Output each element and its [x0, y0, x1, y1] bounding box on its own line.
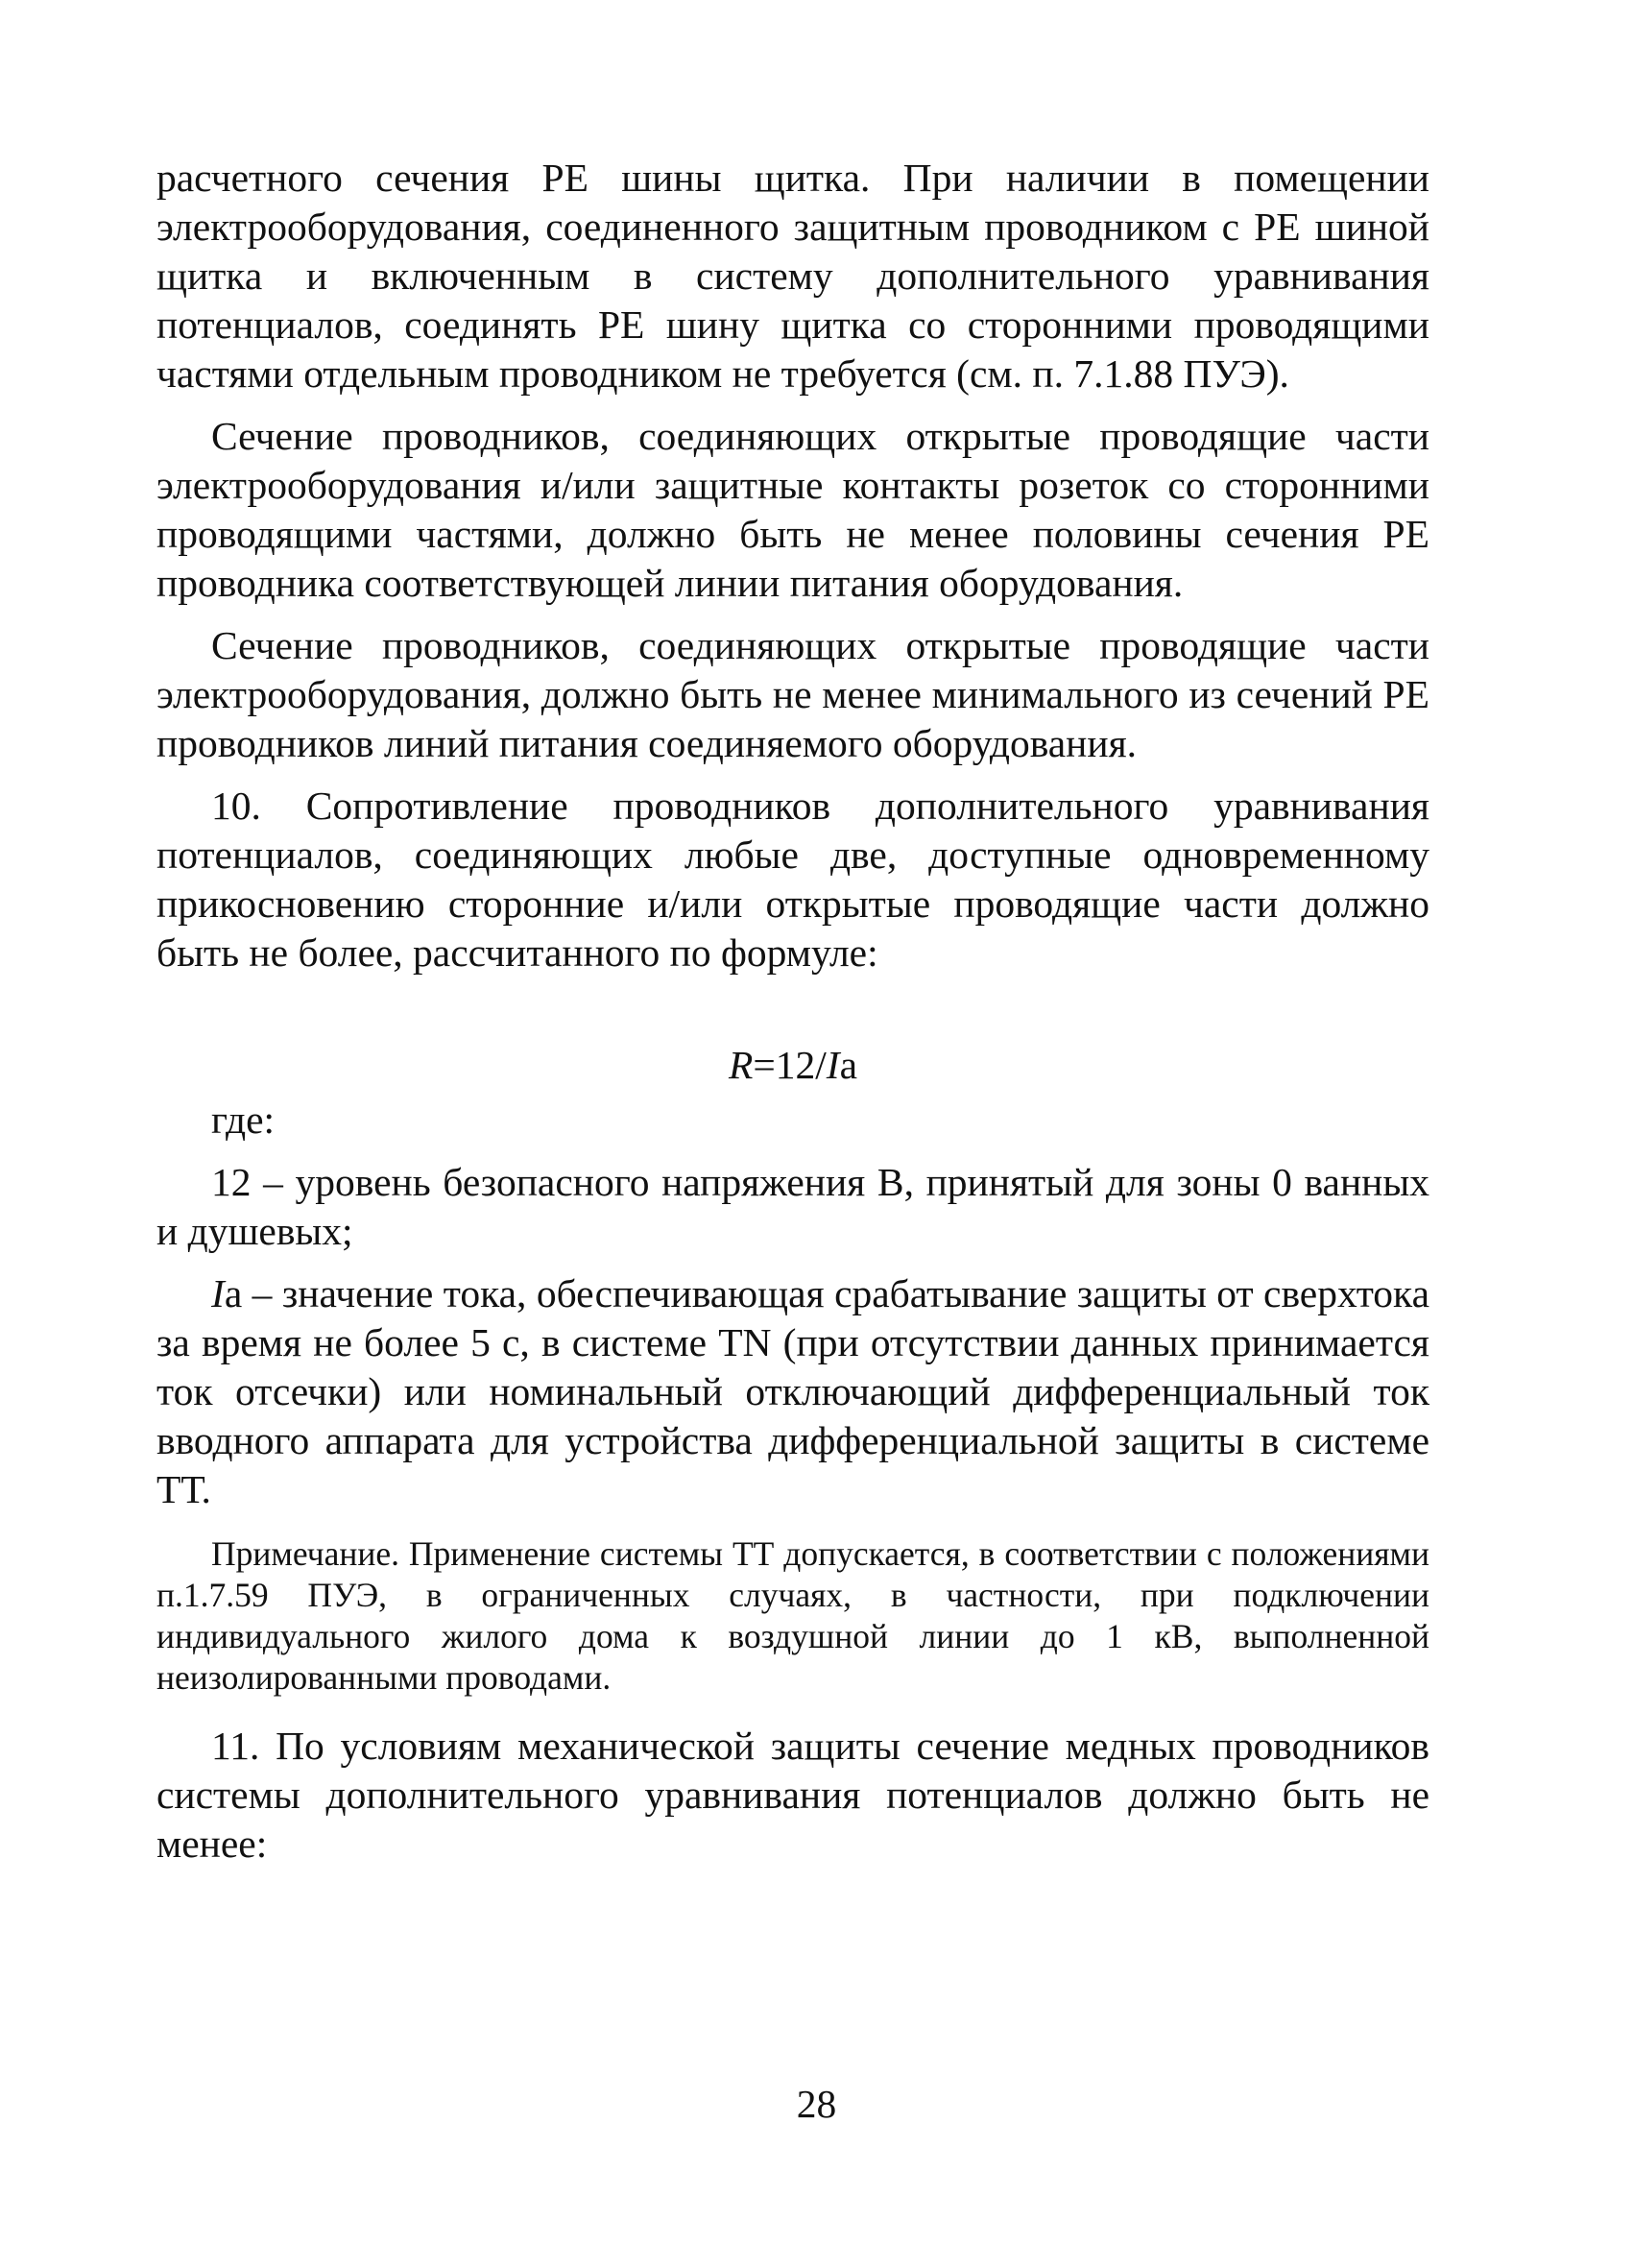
page-number: 28: [796, 2082, 837, 2126]
definition-ia-text: а – значение тока, обеспечивающая срабатывание защиты от сверхтока за время не более 5 с, в системе TN (при отсутствии данных принимается ток отсечки) или номинальный отключающий дифференциальный ток вводного аппарата для устройства дифференциальной защиты в системе ТТ.: [156, 1271, 1429, 1511]
formula-i: I: [826, 1043, 840, 1087]
formula-i-sub: a: [839, 1043, 858, 1087]
formula-eq: =12/: [753, 1043, 827, 1087]
definition-ia-var: I: [211, 1271, 225, 1315]
formula: [156, 1041, 1429, 1090]
paragraph-item-11: 11. По условиям механической защиты сечение медных проводников системы дополнительного уравнивания потенциалов должно быть не менее:: [156, 1724, 1429, 1866]
paragraph-item-10: 10. Сопротивление проводников дополнительного уравнивания потенциалов, соединяющих любые две, доступные одновременному прикосновению сторонние и/или открытые проводящие части должно быть не более, рассчитанного по формуле:: [156, 784, 1429, 975]
paragraph-section-half-pe: Сечение проводников, соединяющих открытые проводящие части электрооборудования и/или защитные контакты розеток со сторонними проводящими частями, должно быть не менее половины сечения РЕ проводника соответствующей линии питания оборудования.: [156, 414, 1429, 605]
note-paragraph: Примечание. Применение системы ТТ допускается, в соответствии с положениями п.1.7.59 ПУЭ, в ограниченных случаях, в частности, при подключении индивидуального жилого дома к воздушной линии до 1 кВ, выполненной неизолированными проводами.: [156, 1534, 1429, 1697]
where-label: где:: [211, 1098, 276, 1142]
page-text-upper: [156, 154, 1429, 1869]
formula-r: R: [728, 1043, 754, 1087]
paragraph-pe-bus: расчетного сечения РЕ шины щитка. При наличии в помещении электрооборудования, соединенного защитным проводником с РЕ шиной щитка и включенным в систему дополнительного уравнивания потенциалов, соединять РЕ шину щитка со сторонними проводящими частями отдельным проводником не требуется (см. п. 7.1.88 ПУЭ).: [156, 156, 1429, 396]
definition-ia: [156, 1269, 1429, 1514]
definition-12: 12 – уровень безопасного напряжения В, принятый для зоны 0 ванных и душевых;: [156, 1160, 1429, 1253]
paragraph-section-min-pe: Сечение проводников, соединяющих открытые проводящие части электрооборудования, должно быть не менее минимального из сечений РЕ проводников линий питания соединяемого оборудования.: [156, 623, 1429, 765]
